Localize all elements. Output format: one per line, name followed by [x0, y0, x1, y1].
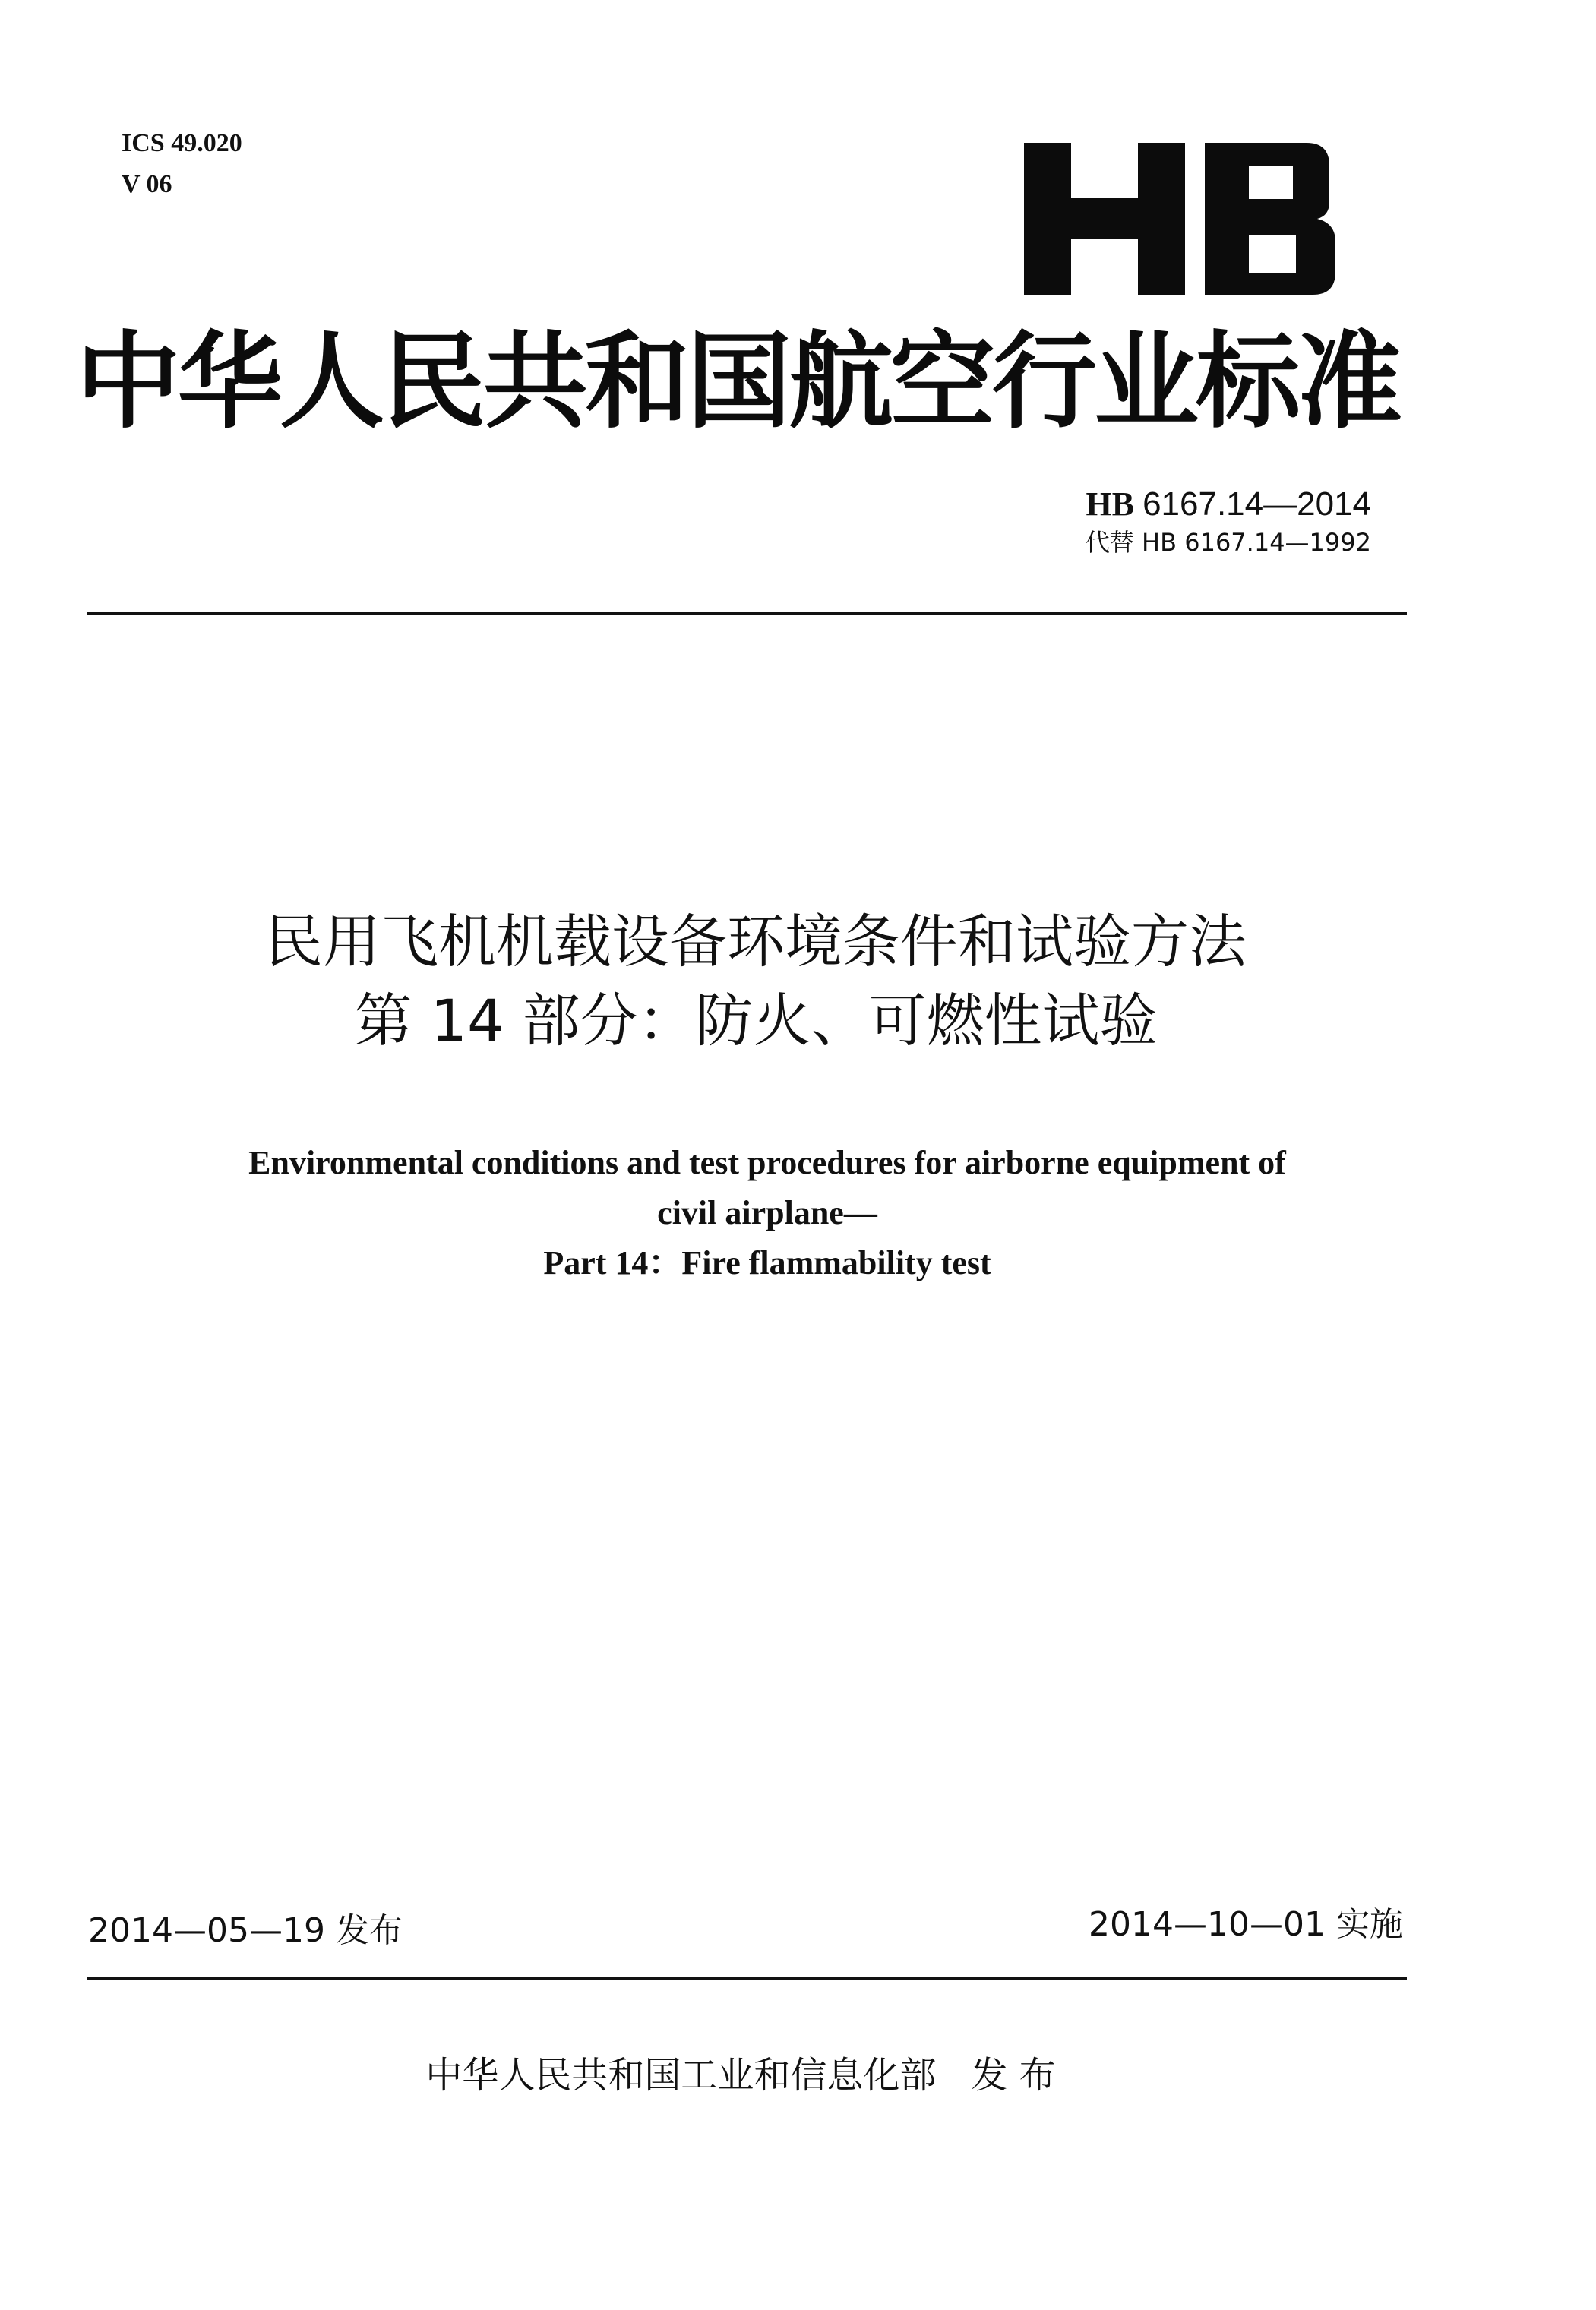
english-title-line-2: civil airplane—	[657, 1194, 877, 1231]
english-title-line-3: Part 14：Fire flammability test	[543, 1244, 991, 1281]
bottom-divider	[87, 1977, 1407, 1980]
replaces-standard: 代替 HB 6167.14—1992	[1085, 528, 1371, 557]
main-heading: 中华人民共和国航空行业标准	[76, 321, 1400, 443]
issue-date: 2014—05—19 发布	[88, 1911, 403, 1950]
effective-date: 2014—10—01 实施	[1089, 1905, 1403, 1944]
ccs-code: V 06	[122, 170, 172, 198]
ics-code: ICS 49.020	[122, 129, 242, 157]
top-divider	[87, 612, 1407, 615]
hb-logo	[1024, 143, 1335, 295]
publisher-name: 中华人民共和国工业和信息化部	[425, 2054, 937, 2097]
chinese-title-line-1: 民用飞机机载设备环境条件和试验方法	[265, 908, 1247, 975]
classification-codes	[122, 123, 242, 205]
standard-number-block	[1086, 483, 1371, 559]
chinese-title	[0, 902, 1512, 1060]
chinese-title-line-2: 第 14 部分：防火、可燃性试验	[354, 987, 1158, 1054]
standard-number	[1086, 483, 1371, 526]
english-title	[0, 1138, 1534, 1288]
standard-number-prefix: HB	[1086, 485, 1135, 523]
english-title-line-1: Environmental conditions and test procedures for airborne equipment of	[248, 1144, 1286, 1181]
standard-number-code: 6167.14—2014	[1142, 485, 1371, 523]
publisher-line	[0, 2051, 1481, 2100]
publisher-action: 发 布	[971, 2054, 1056, 2097]
